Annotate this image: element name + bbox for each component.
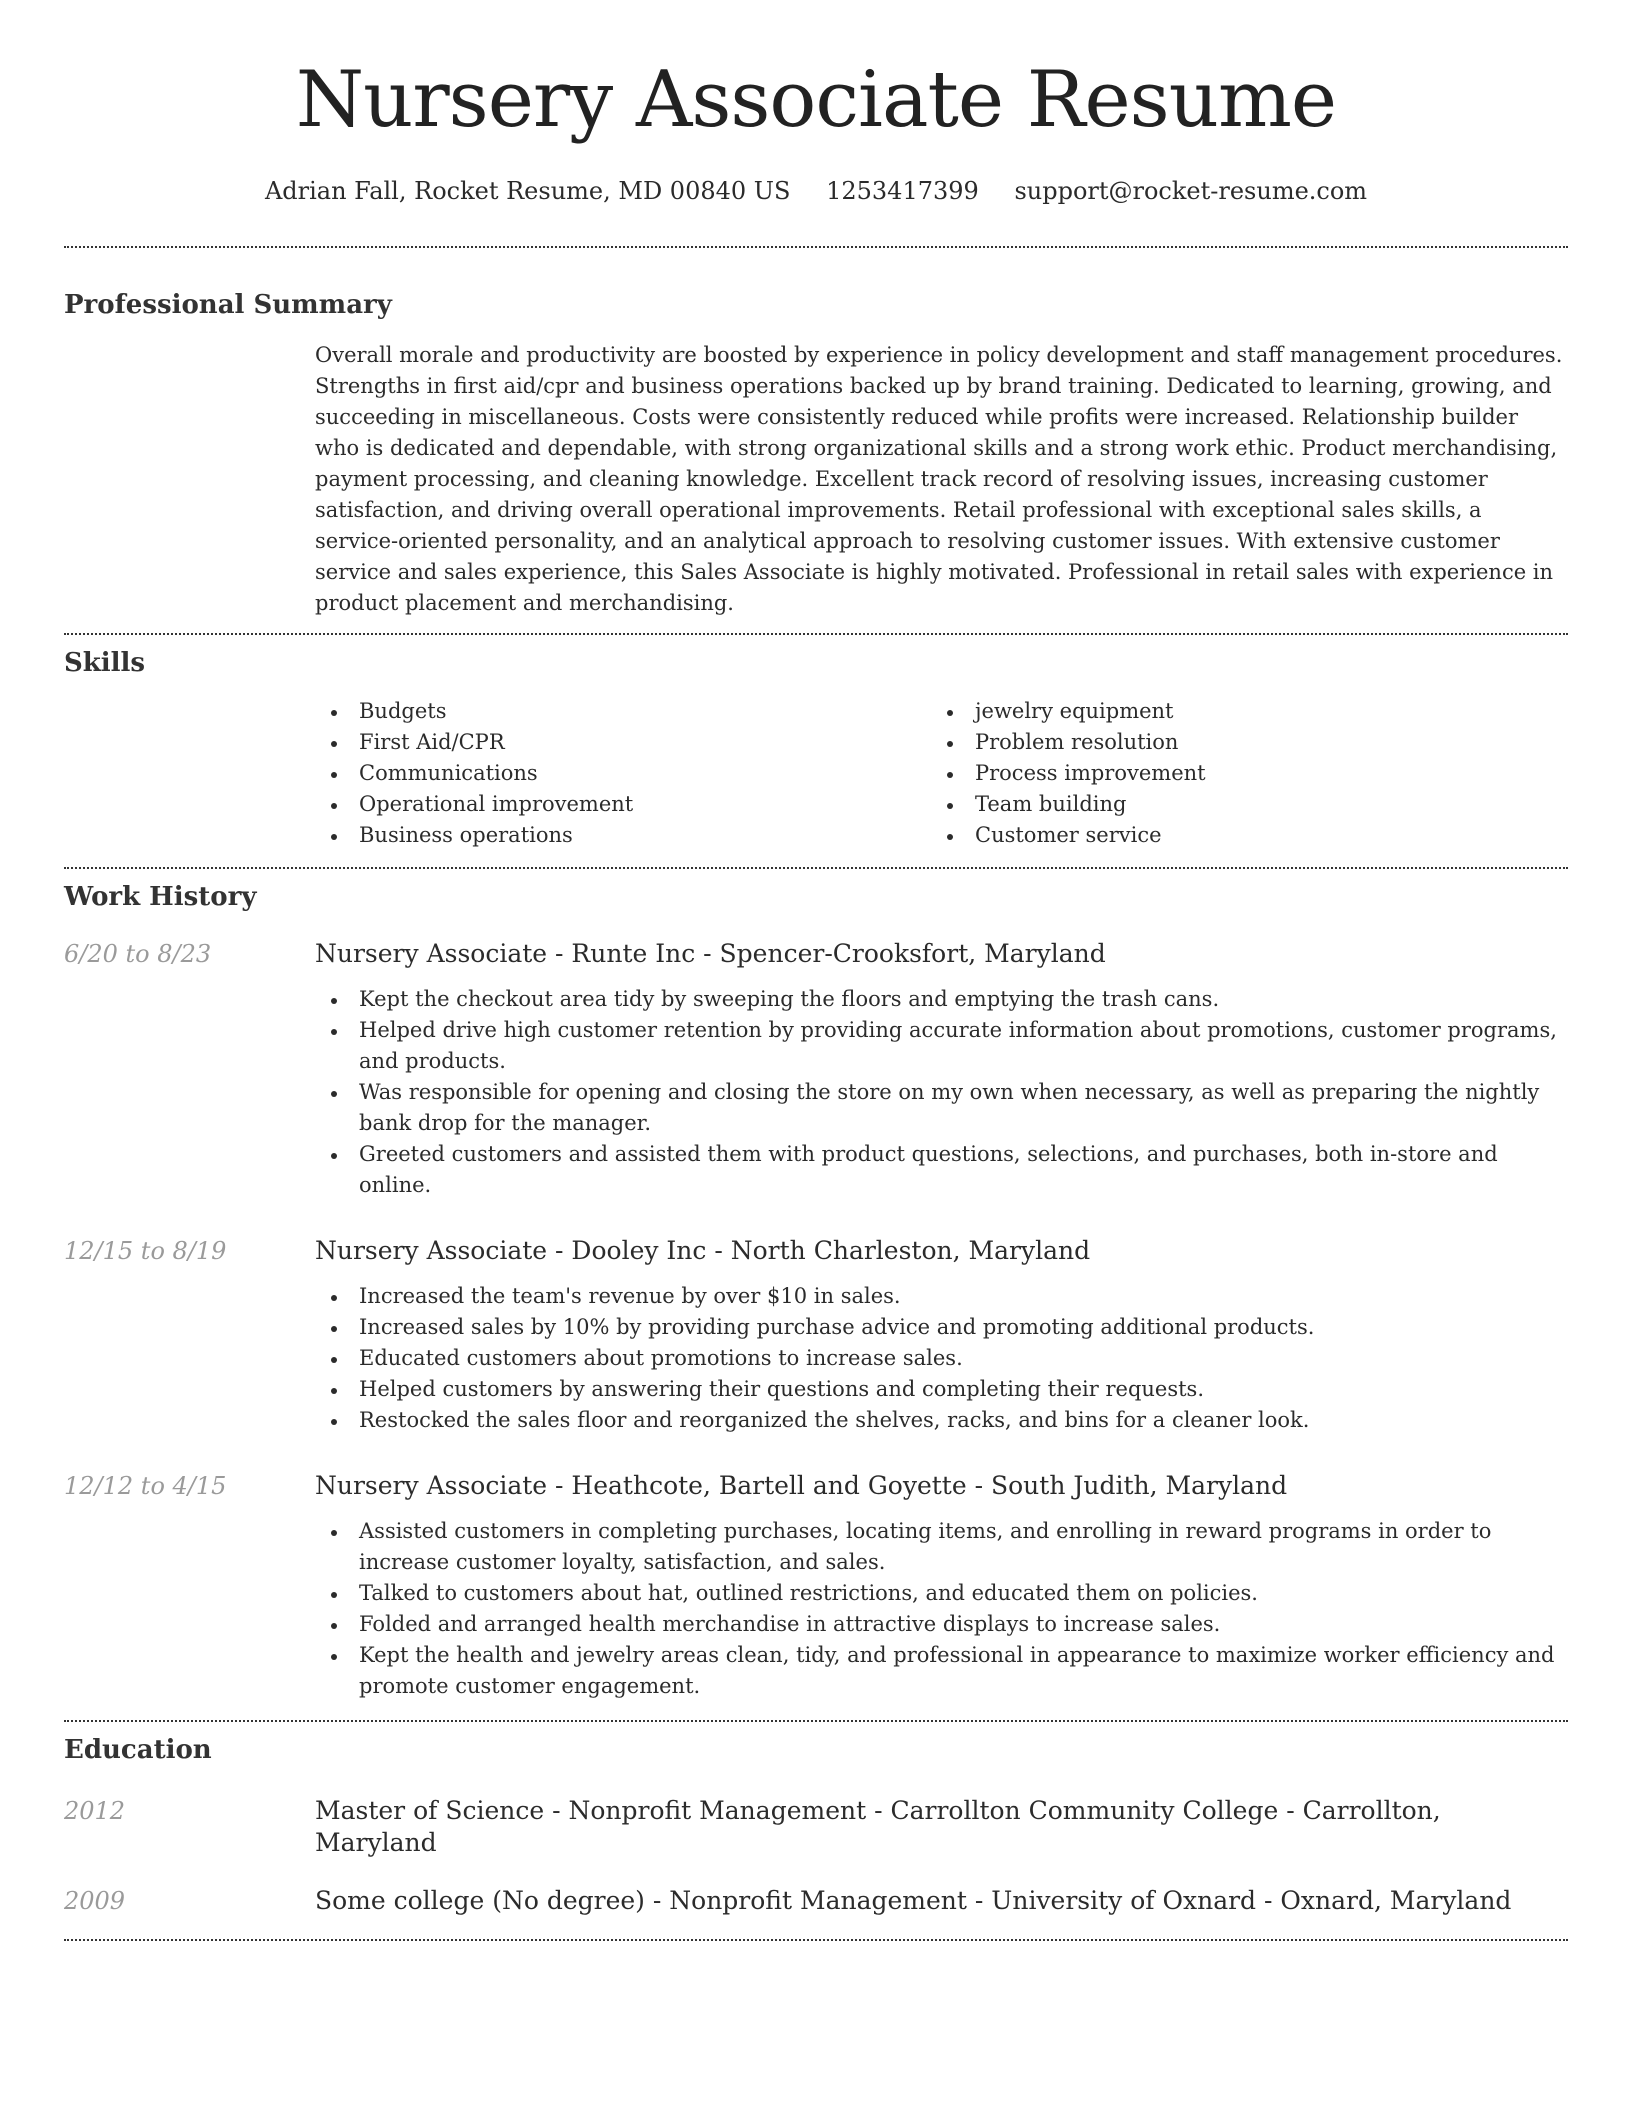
skill-item: Customer service xyxy=(931,820,1547,851)
job-bullet: Was responsible for opening and closing the store on my own when necessary, as well as preparing the nightly bank drop for the manager. xyxy=(315,1077,1558,1139)
summary-text: Overall morale and productivity are boosted by experience in policy development and staff management procedures. Strengths in first aid/cpr and business operations backed up by brand training. Dedicated to learning, growing, and succeeding in miscellaneous. Costs were consistently reduced while profits were increased. Relationship builder who is dedicated and dependable, with strong organizational skills and a strong work ethic. Product merchandising, payment processing, and cleaning knowledge. Excellent track record of resolving issues, increasing customer satisfaction, and driving overall operational improvements. Retail professional with exceptional sales skills, a service-oriented personality, and an analytical approach to resolving customer issues. With extensive customer service and sales experience, this Sales Associate is highly motivated. Professional in retail sales with experience in product placement and merchandising. xyxy=(315,343,1563,615)
job-body xyxy=(315,1235,1568,1436)
skill-item: Operational improvement xyxy=(315,789,931,820)
skills-column-right xyxy=(931,696,1547,851)
job-entry xyxy=(64,938,1568,1201)
skill-item: Business operations xyxy=(315,820,931,851)
job-dates: 12/15 to 8/19 xyxy=(64,1237,227,1265)
skills-list xyxy=(315,696,1568,867)
skill-item: First Aid/CPR xyxy=(315,727,931,758)
job-bullet: Helped customers by answering their questions and completing their requests. xyxy=(315,1374,1558,1405)
skill-item: Team building xyxy=(931,789,1547,820)
skills-column-left xyxy=(315,696,931,851)
education-entry xyxy=(64,1795,1568,1859)
job-entry xyxy=(64,1470,1568,1702)
job-heading: Nursery Associate - Runte Inc - Spencer-Crooksfort, Maryland xyxy=(315,939,1106,968)
education-text: Some college (No degree) - Nonprofit Management - University of Oxnard - Oxnard, Maryland xyxy=(315,1886,1512,1915)
job-bullets xyxy=(315,1516,1568,1702)
job-bullet: Increased sales by 10% by providing purchase advice and promoting additional products. xyxy=(315,1312,1558,1343)
contact-line xyxy=(64,176,1568,206)
education-year: 2009 xyxy=(64,1887,126,1915)
skills-heading: Skills xyxy=(64,648,146,678)
job-bullet: Kept the health and jewelry areas clean, tidy, and professional in appearance to maximize worker efficiency and promote customer engagement. xyxy=(315,1640,1558,1702)
education-entry xyxy=(64,1885,1568,1917)
job-bullet: Kept the checkout area tidy by sweeping the floors and emptying the trash cans. xyxy=(315,984,1558,1015)
skill-item: Problem resolution xyxy=(931,727,1547,758)
job-dates: 12/12 to 4/15 xyxy=(64,1472,227,1500)
contact-email: support@rocket-resume.com xyxy=(1014,177,1368,205)
divider xyxy=(64,246,1568,248)
divider xyxy=(64,633,1568,635)
job-bullets xyxy=(315,984,1568,1201)
contact-address: Adrian Fall, Rocket Resume, MD 00840 US xyxy=(264,177,791,205)
skill-item: Process improvement xyxy=(931,758,1547,789)
job-bullet: Educated customers about promotions to increase sales. xyxy=(315,1343,1558,1374)
job-bullets xyxy=(315,1281,1568,1436)
job-bullet: Restocked the sales floor and reorganized the shelves, racks, and bins for a cleaner look. xyxy=(315,1405,1558,1436)
summary-heading: Professional Summary xyxy=(64,290,392,320)
education-year: 2012 xyxy=(64,1797,126,1825)
job-heading: Nursery Associate - Heathcote, Bartell and Goyette - South Judith, Maryland xyxy=(315,1471,1288,1500)
divider xyxy=(64,1939,1568,1941)
work-history-heading: Work History xyxy=(64,882,257,912)
job-dates: 6/20 to 8/23 xyxy=(64,940,212,968)
skill-item: jewelry equipment xyxy=(931,696,1547,727)
job-bullet: Greeted customers and assisted them with product questions, selections, and purchases, both in-store and online. xyxy=(315,1139,1558,1201)
skill-item: Communications xyxy=(315,758,931,789)
skill-item: Budgets xyxy=(315,696,931,727)
resume-title: Nursery Associate Resume xyxy=(295,55,1337,145)
job-entry xyxy=(64,1235,1568,1436)
contact-phone: 1253417399 xyxy=(826,177,979,205)
job-bullet: Helped drive high customer retention by providing accurate information about promotions, customer programs, and products. xyxy=(315,1015,1558,1077)
divider xyxy=(64,867,1568,869)
job-bullet: Increased the team's revenue by over $10 in sales. xyxy=(315,1281,1558,1312)
job-bullet: Talked to customers about hat, outlined restrictions, and educated them on policies. xyxy=(315,1578,1558,1609)
divider xyxy=(64,1720,1568,1722)
job-body xyxy=(315,938,1568,1201)
education-heading: Education xyxy=(64,1735,212,1765)
education-text: Master of Science - Nonprofit Management - Carrollton Community College - Carrollton, Maryland xyxy=(315,1796,1441,1857)
job-body xyxy=(315,1470,1568,1702)
job-bullet: Folded and arranged health merchandise in attractive displays to increase sales. xyxy=(315,1609,1558,1640)
job-heading: Nursery Associate - Dooley Inc - North Charleston, Maryland xyxy=(315,1236,1091,1265)
job-bullet: Assisted customers in completing purchases, locating items, and enrolling in reward programs in order to increase customer loyalty, satisfaction, and sales. xyxy=(315,1516,1558,1578)
